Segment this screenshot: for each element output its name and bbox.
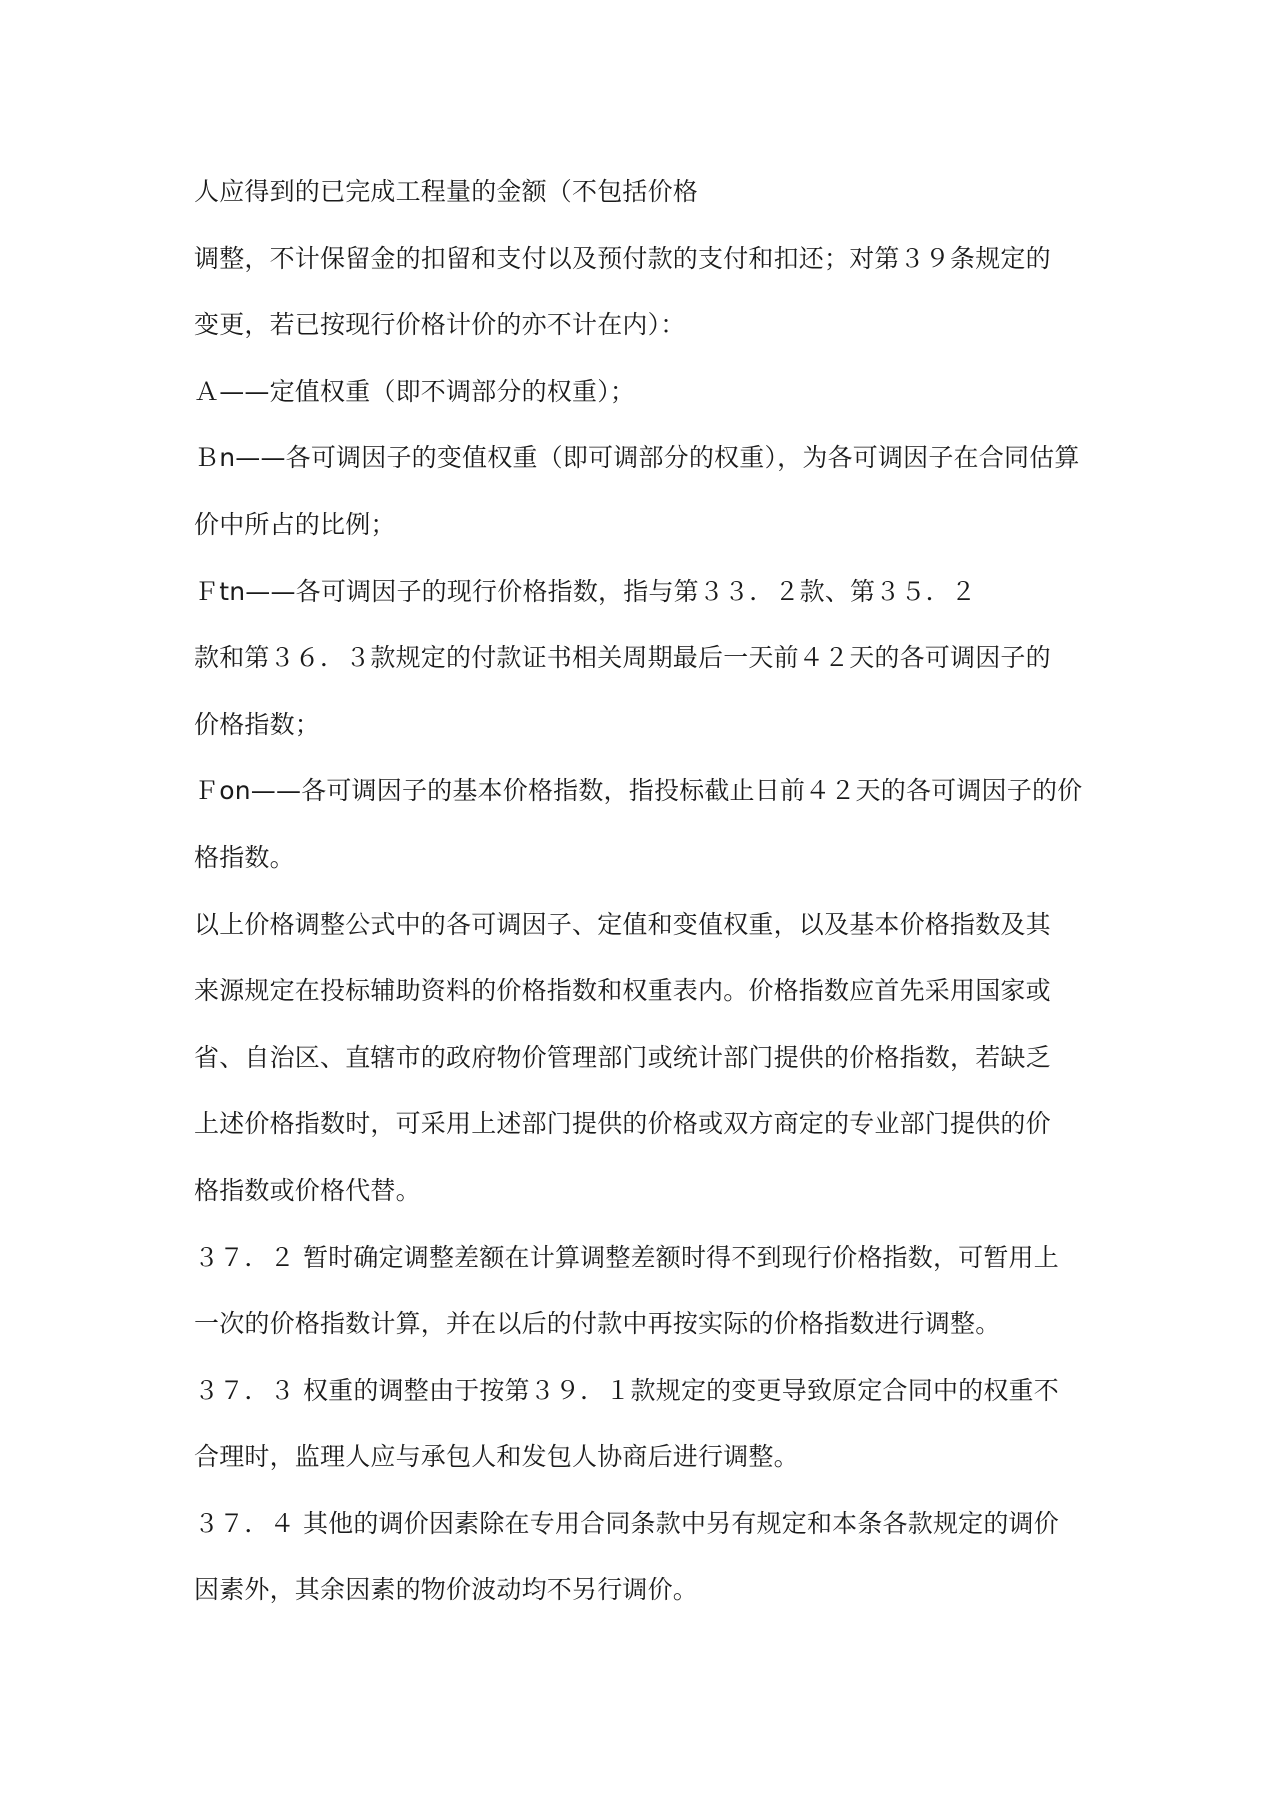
definition-a-line: Ａ——定值权重（即不调部分的权重）； <box>194 376 636 406</box>
text-line: 上述价格指数时，可采用上述部门提供的价格或双方商定的专业部门提供的价 <box>194 1109 1051 1139</box>
text-line: 合理时，监理人应与承包人和发包人协商后进行调整。 <box>194 1442 799 1472</box>
text-line: 人应得到的已完成工程量的金额（不包括价格 <box>194 177 699 206</box>
text-line: 格指数或价格代替。 <box>194 1175 421 1205</box>
text-line: 省、自治区、直辖市的政府物价管理部门或统计部门提供的价格指数，若缺乏 <box>194 1042 1051 1072</box>
definition-ftn-line: Ｆtn——各可调因子的现行价格指数，指与第３３．２款、第３５．２ <box>194 576 977 606</box>
definition-bn-line: Ｂn——各可调因子的变值权重（即可调部分的权重），为各可调因子在合同估算 <box>194 443 1080 473</box>
text-line: 调整，不计保留金的扣留和支付以及预付款的支付和扣还；对第３９条规定的 <box>194 243 1051 273</box>
text-line: 因素外，其余因素的物价波动均不另行调价。 <box>194 1575 699 1605</box>
text-line: 款和第３６．３款规定的付款证书相关周期最后一天前４２天的各可调因子的 <box>194 643 1051 673</box>
document-body <box>194 168 1094 1633</box>
clause-37-2-line: ３７．２ 暂时确定调整差额在计算调整差额时得不到现行价格指数，可暂用上 <box>194 1242 1059 1272</box>
text-line: 来源规定在投标辅助资料的价格指数和权重表内。价格指数应首先采用国家或 <box>194 976 1051 1006</box>
text-line: 价格指数； <box>194 709 321 739</box>
definition-fon-line: Ｆon——各可调因子的基本价格指数，指投标截止日前４２天的各可调因子的价 <box>194 776 1083 806</box>
clause-37-4-line: ３７．４ 其他的调价因素除在专用合同条款中另有规定和本条各款规定的调价 <box>194 1508 1059 1538</box>
text-line: 以上价格调整公式中的各可调因子、定值和变值权重，以及基本价格指数及其 <box>194 909 1051 939</box>
text-line: 变更，若已按现行价格计价的亦不计在内）： <box>194 310 686 340</box>
text-line: 一次的价格指数计算，并在以后的付款中再按实际的价格指数进行调整。 <box>194 1309 1001 1339</box>
text-line: 格指数。 <box>194 842 295 872</box>
text-line: 价中所占的比例； <box>194 509 396 539</box>
clause-37-3-line: ３７．３ 权重的调整由于按第３９．１款规定的变更导致原定合同中的权重不 <box>194 1375 1059 1405</box>
